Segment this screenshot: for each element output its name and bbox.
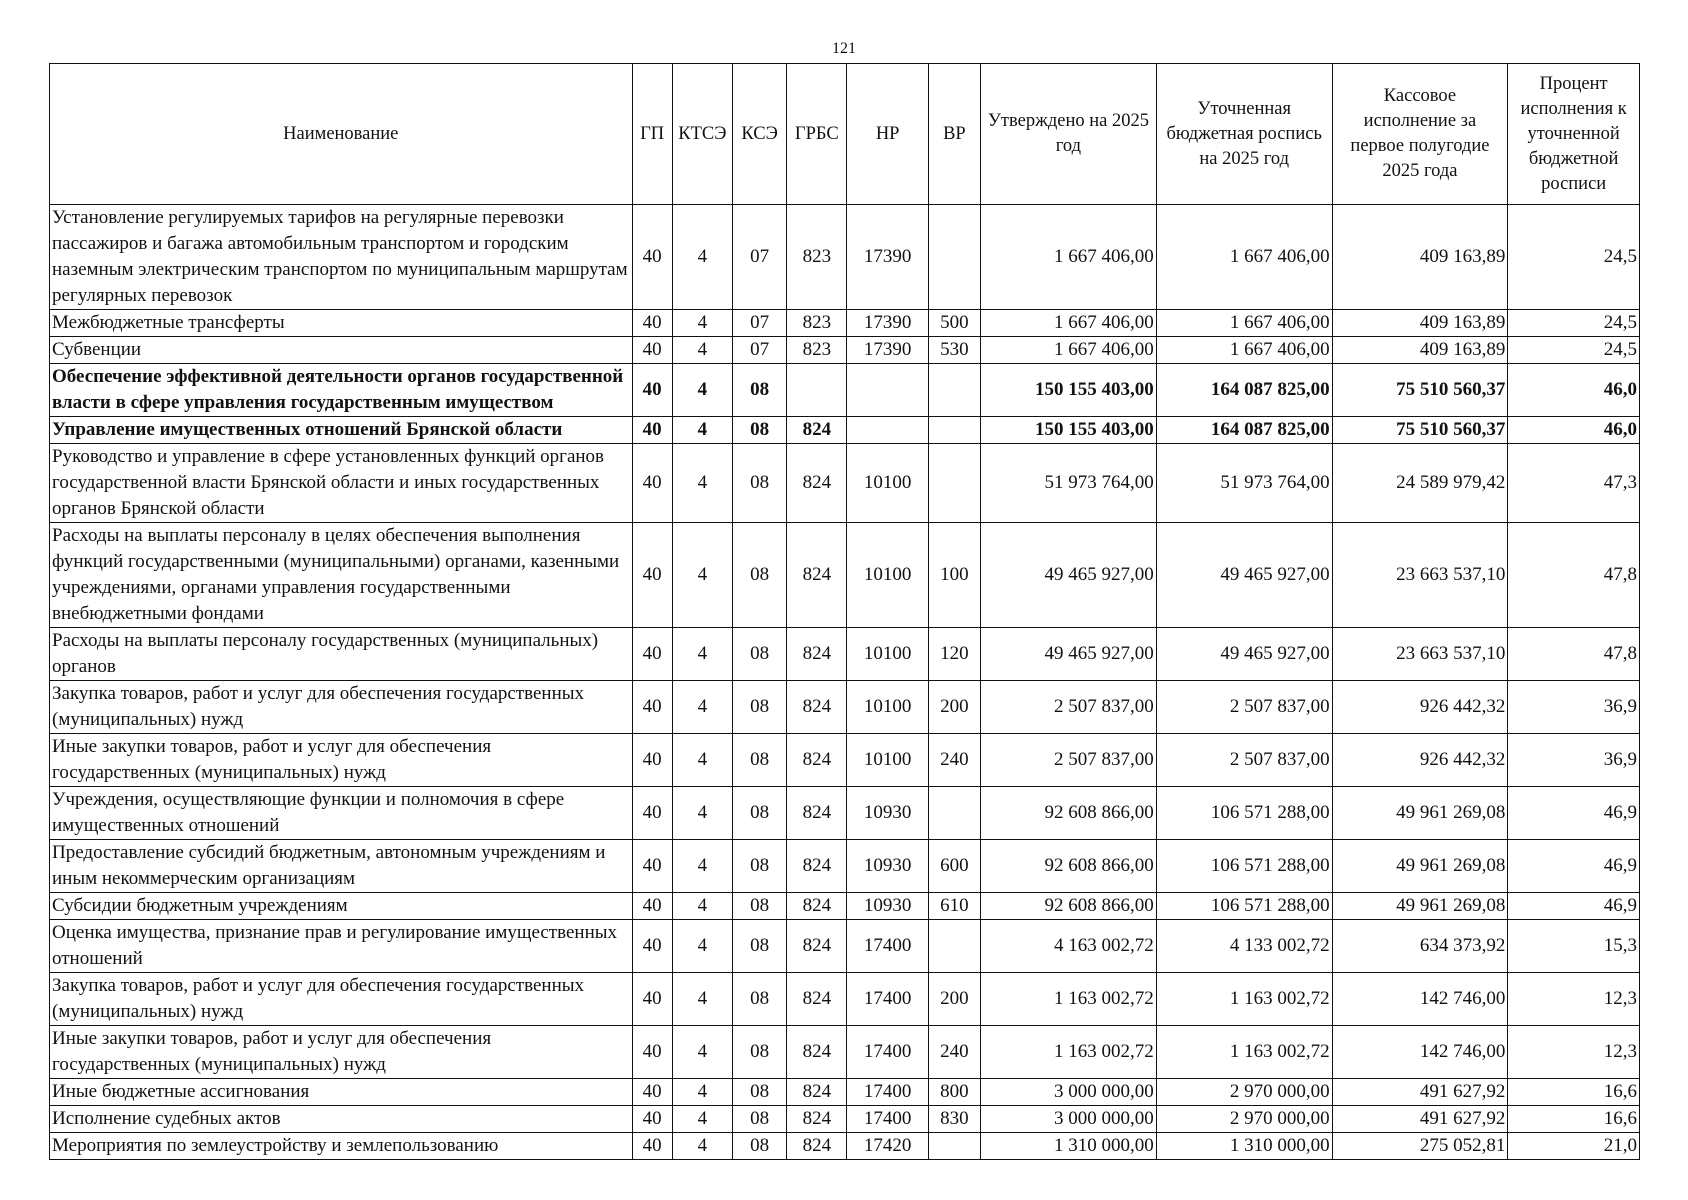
row-cash: 491 627,92 xyxy=(1332,1106,1508,1133)
col-header-grbs: ГРБС xyxy=(787,64,847,205)
row-approved: 1 667 406,00 xyxy=(981,310,1157,337)
table-row xyxy=(50,364,1640,417)
row-kse: 08 xyxy=(732,417,786,444)
row-cash: 409 163,89 xyxy=(1332,310,1508,337)
row-nr: 10100 xyxy=(847,523,928,628)
row-nr: 17400 xyxy=(847,1106,928,1133)
row-name: Закупка товаров, работ и услуг для обеспечения государственных (муниципальных) нужд xyxy=(50,681,633,734)
header-row xyxy=(50,64,1640,205)
row-gp: 40 xyxy=(632,205,672,310)
row-kse: 07 xyxy=(732,310,786,337)
row-approved: 1 310 000,00 xyxy=(981,1133,1157,1160)
row-grbs: 824 xyxy=(787,893,847,920)
row-vr: 120 xyxy=(928,628,980,681)
row-cash: 491 627,92 xyxy=(1332,1079,1508,1106)
row-cash: 275 052,81 xyxy=(1332,1133,1508,1160)
row-nr: 17400 xyxy=(847,1079,928,1106)
row-grbs: 824 xyxy=(787,787,847,840)
row-cash: 409 163,89 xyxy=(1332,205,1508,310)
row-kse: 08 xyxy=(732,523,786,628)
row-gp: 40 xyxy=(632,1026,672,1079)
row-ktse: 4 xyxy=(672,444,732,523)
row-revised: 106 571 288,00 xyxy=(1156,787,1332,840)
row-approved: 1 163 002,72 xyxy=(981,1026,1157,1079)
row-revised: 1 667 406,00 xyxy=(1156,205,1332,310)
row-revised: 49 465 927,00 xyxy=(1156,523,1332,628)
row-vr: 530 xyxy=(928,337,980,364)
table-row xyxy=(50,893,1640,920)
row-revised: 51 973 764,00 xyxy=(1156,444,1332,523)
row-ktse: 4 xyxy=(672,734,732,787)
row-percent: 21,0 xyxy=(1508,1133,1640,1160)
row-grbs: 824 xyxy=(787,1106,847,1133)
row-vr: 500 xyxy=(928,310,980,337)
row-vr: 240 xyxy=(928,734,980,787)
col-header-percent: Процент исполнения к уточненной бюджетной росписи xyxy=(1508,64,1640,205)
row-percent: 16,6 xyxy=(1508,1106,1640,1133)
table-row xyxy=(50,444,1640,523)
row-nr xyxy=(847,364,928,417)
row-gp: 40 xyxy=(632,787,672,840)
row-revised: 2 970 000,00 xyxy=(1156,1079,1332,1106)
row-percent: 12,3 xyxy=(1508,973,1640,1026)
col-header-nr: НР xyxy=(847,64,928,205)
row-approved: 2 507 837,00 xyxy=(981,734,1157,787)
row-name: Расходы на выплаты персоналу в целях обеспечения выполнения функций государственными (муниципальными) органами, казенными учреждениями, органами управления государственными внебюджетными фондами xyxy=(50,523,633,628)
row-grbs: 824 xyxy=(787,1133,847,1160)
row-kse: 08 xyxy=(732,444,786,523)
row-ktse: 4 xyxy=(672,337,732,364)
row-approved: 92 608 866,00 xyxy=(981,787,1157,840)
row-revised: 164 087 825,00 xyxy=(1156,364,1332,417)
table-row xyxy=(50,205,1640,310)
table-row xyxy=(50,734,1640,787)
row-revised: 164 087 825,00 xyxy=(1156,417,1332,444)
row-revised: 106 571 288,00 xyxy=(1156,840,1332,893)
row-revised: 4 133 002,72 xyxy=(1156,920,1332,973)
row-cash: 75 510 560,37 xyxy=(1332,417,1508,444)
row-cash: 23 663 537,10 xyxy=(1332,523,1508,628)
row-nr: 10930 xyxy=(847,787,928,840)
row-ktse: 4 xyxy=(672,205,732,310)
row-vr: 610 xyxy=(928,893,980,920)
row-cash: 926 442,32 xyxy=(1332,734,1508,787)
table-row xyxy=(50,1079,1640,1106)
table-row xyxy=(50,681,1640,734)
row-nr: 10100 xyxy=(847,444,928,523)
row-gp: 40 xyxy=(632,1133,672,1160)
row-vr xyxy=(928,205,980,310)
row-nr: 17400 xyxy=(847,1026,928,1079)
row-grbs: 824 xyxy=(787,681,847,734)
row-vr: 830 xyxy=(928,1106,980,1133)
row-gp: 40 xyxy=(632,920,672,973)
row-percent: 47,3 xyxy=(1508,444,1640,523)
table-row xyxy=(50,1026,1640,1079)
row-vr: 600 xyxy=(928,840,980,893)
table-row xyxy=(50,787,1640,840)
row-kse: 08 xyxy=(732,893,786,920)
row-nr xyxy=(847,417,928,444)
table-body xyxy=(50,205,1640,1160)
row-name: Расходы на выплаты персоналу государственных (муниципальных) органов xyxy=(50,628,633,681)
row-vr: 200 xyxy=(928,973,980,1026)
row-percent: 46,9 xyxy=(1508,787,1640,840)
row-gp: 40 xyxy=(632,337,672,364)
row-percent: 46,9 xyxy=(1508,893,1640,920)
table-row xyxy=(50,920,1640,973)
row-cash: 49 961 269,08 xyxy=(1332,787,1508,840)
row-nr: 17390 xyxy=(847,310,928,337)
row-name: Субвенции xyxy=(50,337,633,364)
row-revised: 2 507 837,00 xyxy=(1156,681,1332,734)
row-grbs: 823 xyxy=(787,337,847,364)
col-header-name: Наименование xyxy=(50,64,633,205)
row-percent: 36,9 xyxy=(1508,681,1640,734)
row-revised: 1 163 002,72 xyxy=(1156,973,1332,1026)
table-row xyxy=(50,840,1640,893)
row-revised: 1 667 406,00 xyxy=(1156,337,1332,364)
row-vr xyxy=(928,920,980,973)
row-revised: 1 667 406,00 xyxy=(1156,310,1332,337)
row-cash: 142 746,00 xyxy=(1332,1026,1508,1079)
row-revised: 1 310 000,00 xyxy=(1156,1133,1332,1160)
row-name: Руководство и управление в сфере установленных функций органов государственной власти Брянской области и иных государственных органов Брянской области xyxy=(50,444,633,523)
row-kse: 08 xyxy=(732,920,786,973)
row-kse: 08 xyxy=(732,787,786,840)
row-gp: 40 xyxy=(632,310,672,337)
row-nr: 10930 xyxy=(847,840,928,893)
row-percent: 46,9 xyxy=(1508,840,1640,893)
row-ktse: 4 xyxy=(672,787,732,840)
row-nr: 10100 xyxy=(847,734,928,787)
row-gp: 40 xyxy=(632,417,672,444)
row-percent: 15,3 xyxy=(1508,920,1640,973)
row-cash: 142 746,00 xyxy=(1332,973,1508,1026)
row-cash: 49 961 269,08 xyxy=(1332,893,1508,920)
row-percent: 46,0 xyxy=(1508,417,1640,444)
row-approved: 51 973 764,00 xyxy=(981,444,1157,523)
row-name: Оценка имущества, признание прав и регулирование имущественных отношений xyxy=(50,920,633,973)
row-approved: 3 000 000,00 xyxy=(981,1079,1157,1106)
row-name: Мероприятия по землеустройству и землепользованию xyxy=(50,1133,633,1160)
page-number: 121 xyxy=(832,40,856,57)
row-approved: 150 155 403,00 xyxy=(981,364,1157,417)
row-name: Субсидии бюджетным учреждениям xyxy=(50,893,633,920)
row-name: Иные закупки товаров, работ и услуг для обеспечения государственных (муниципальных) нужд xyxy=(50,734,633,787)
row-vr: 800 xyxy=(928,1079,980,1106)
row-gp: 40 xyxy=(632,840,672,893)
row-cash: 634 373,92 xyxy=(1332,920,1508,973)
row-kse: 07 xyxy=(732,205,786,310)
row-cash: 49 961 269,08 xyxy=(1332,840,1508,893)
row-percent: 12,3 xyxy=(1508,1026,1640,1079)
row-ktse: 4 xyxy=(672,1133,732,1160)
row-grbs: 824 xyxy=(787,920,847,973)
row-nr: 17400 xyxy=(847,973,928,1026)
row-nr: 17420 xyxy=(847,1133,928,1160)
row-ktse: 4 xyxy=(672,920,732,973)
row-ktse: 4 xyxy=(672,310,732,337)
row-gp: 40 xyxy=(632,628,672,681)
row-name: Предоставление субсидий бюджетным, автономным учреждениям и иным некоммерческим организациям xyxy=(50,840,633,893)
row-grbs: 824 xyxy=(787,973,847,1026)
row-nr: 10100 xyxy=(847,681,928,734)
row-vr xyxy=(928,787,980,840)
col-header-vr: ВР xyxy=(928,64,980,205)
row-nr: 17390 xyxy=(847,205,928,310)
row-percent: 47,8 xyxy=(1508,628,1640,681)
row-gp: 40 xyxy=(632,364,672,417)
row-gp: 40 xyxy=(632,893,672,920)
row-grbs: 824 xyxy=(787,628,847,681)
row-kse: 08 xyxy=(732,364,786,417)
row-vr xyxy=(928,444,980,523)
table-row xyxy=(50,1106,1640,1133)
row-vr: 100 xyxy=(928,523,980,628)
row-name: Исполнение судебных актов xyxy=(50,1106,633,1133)
col-header-cash: Кассовое исполнение за первое полугодие 2025 года xyxy=(1332,64,1508,205)
row-kse: 08 xyxy=(732,734,786,787)
table-row xyxy=(50,628,1640,681)
col-header-approved: Утверждено на 2025 год xyxy=(981,64,1157,205)
row-percent: 24,5 xyxy=(1508,205,1640,310)
row-gp: 40 xyxy=(632,444,672,523)
row-ktse: 4 xyxy=(672,840,732,893)
row-kse: 08 xyxy=(732,628,786,681)
row-gp: 40 xyxy=(632,1106,672,1133)
row-name: Учреждения, осуществляющие функции и полномочия в сфере имущественных отношений xyxy=(50,787,633,840)
table-row xyxy=(50,337,1640,364)
row-vr xyxy=(928,417,980,444)
row-grbs: 823 xyxy=(787,205,847,310)
table-row xyxy=(50,310,1640,337)
row-cash: 24 589 979,42 xyxy=(1332,444,1508,523)
row-kse: 08 xyxy=(732,840,786,893)
row-kse: 08 xyxy=(732,1133,786,1160)
row-revised: 2 970 000,00 xyxy=(1156,1106,1332,1133)
row-percent: 16,6 xyxy=(1508,1079,1640,1106)
row-grbs: 824 xyxy=(787,444,847,523)
row-ktse: 4 xyxy=(672,417,732,444)
row-cash: 23 663 537,10 xyxy=(1332,628,1508,681)
row-approved: 3 000 000,00 xyxy=(981,1106,1157,1133)
budget-table xyxy=(49,63,1640,1160)
row-revised: 106 571 288,00 xyxy=(1156,893,1332,920)
col-header-kse: КСЭ xyxy=(732,64,786,205)
row-vr xyxy=(928,1133,980,1160)
row-cash: 926 442,32 xyxy=(1332,681,1508,734)
row-nr: 10100 xyxy=(847,628,928,681)
row-gp: 40 xyxy=(632,1079,672,1106)
row-approved: 92 608 866,00 xyxy=(981,893,1157,920)
row-name: Межбюджетные трансферты xyxy=(50,310,633,337)
row-vr xyxy=(928,364,980,417)
row-cash: 75 510 560,37 xyxy=(1332,364,1508,417)
row-gp: 40 xyxy=(632,681,672,734)
row-kse: 08 xyxy=(732,1106,786,1133)
row-nr: 10930 xyxy=(847,893,928,920)
row-approved: 49 465 927,00 xyxy=(981,523,1157,628)
row-name: Управление имущественных отношений Брянской области xyxy=(50,417,633,444)
row-ktse: 4 xyxy=(672,681,732,734)
row-grbs: 824 xyxy=(787,523,847,628)
row-name: Иные закупки товаров, работ и услуг для обеспечения государственных (муниципальных) нужд xyxy=(50,1026,633,1079)
row-nr: 17390 xyxy=(847,337,928,364)
row-vr: 240 xyxy=(928,1026,980,1079)
row-name: Закупка товаров, работ и услуг для обеспечения государственных (муниципальных) нужд xyxy=(50,973,633,1026)
row-ktse: 4 xyxy=(672,523,732,628)
row-ktse: 4 xyxy=(672,1026,732,1079)
row-ktse: 4 xyxy=(672,1106,732,1133)
row-name: Иные бюджетные ассигнования xyxy=(50,1079,633,1106)
row-percent: 24,5 xyxy=(1508,310,1640,337)
row-cash: 409 163,89 xyxy=(1332,337,1508,364)
row-percent: 36,9 xyxy=(1508,734,1640,787)
row-vr: 200 xyxy=(928,681,980,734)
row-kse: 08 xyxy=(732,973,786,1026)
col-header-gp: ГП xyxy=(632,64,672,205)
table-row xyxy=(50,417,1640,444)
row-approved: 1 163 002,72 xyxy=(981,973,1157,1026)
row-kse: 07 xyxy=(732,337,786,364)
row-nr: 17400 xyxy=(847,920,928,973)
row-grbs: 824 xyxy=(787,734,847,787)
row-percent: 24,5 xyxy=(1508,337,1640,364)
table-row xyxy=(50,523,1640,628)
row-grbs: 824 xyxy=(787,1026,847,1079)
row-approved: 150 155 403,00 xyxy=(981,417,1157,444)
row-approved: 1 667 406,00 xyxy=(981,337,1157,364)
row-grbs: 824 xyxy=(787,417,847,444)
row-gp: 40 xyxy=(632,523,672,628)
row-grbs xyxy=(787,364,847,417)
row-ktse: 4 xyxy=(672,364,732,417)
col-header-revised: Уточненная бюджетная роспись на 2025 год xyxy=(1156,64,1332,205)
row-ktse: 4 xyxy=(672,893,732,920)
row-percent: 46,0 xyxy=(1508,364,1640,417)
col-header-ktse: КТСЭ xyxy=(672,64,732,205)
row-approved: 1 667 406,00 xyxy=(981,205,1157,310)
row-name: Обеспечение эффективной деятельности органов государственной власти в сфере управления государственным имуществом xyxy=(50,364,633,417)
row-approved: 2 507 837,00 xyxy=(981,681,1157,734)
row-ktse: 4 xyxy=(672,628,732,681)
row-revised: 1 163 002,72 xyxy=(1156,1026,1332,1079)
table-row xyxy=(50,973,1640,1026)
row-approved: 49 465 927,00 xyxy=(981,628,1157,681)
table-row xyxy=(50,1133,1640,1160)
row-gp: 40 xyxy=(632,734,672,787)
row-kse: 08 xyxy=(732,1079,786,1106)
row-grbs: 823 xyxy=(787,310,847,337)
row-revised: 2 507 837,00 xyxy=(1156,734,1332,787)
row-ktse: 4 xyxy=(672,973,732,1026)
row-approved: 92 608 866,00 xyxy=(981,840,1157,893)
row-name: Установление регулируемых тарифов на регулярные перевозки пассажиров и багажа автомобильным транспортом и городским наземным электрическим транспортом по муниципальным маршрутам регулярных перевозок xyxy=(50,205,633,310)
row-gp: 40 xyxy=(632,973,672,1026)
row-grbs: 824 xyxy=(787,1079,847,1106)
row-approved: 4 163 002,72 xyxy=(981,920,1157,973)
row-kse: 08 xyxy=(732,1026,786,1079)
row-grbs: 824 xyxy=(787,840,847,893)
row-ktse: 4 xyxy=(672,1079,732,1106)
row-revised: 49 465 927,00 xyxy=(1156,628,1332,681)
row-kse: 08 xyxy=(732,681,786,734)
row-percent: 47,8 xyxy=(1508,523,1640,628)
